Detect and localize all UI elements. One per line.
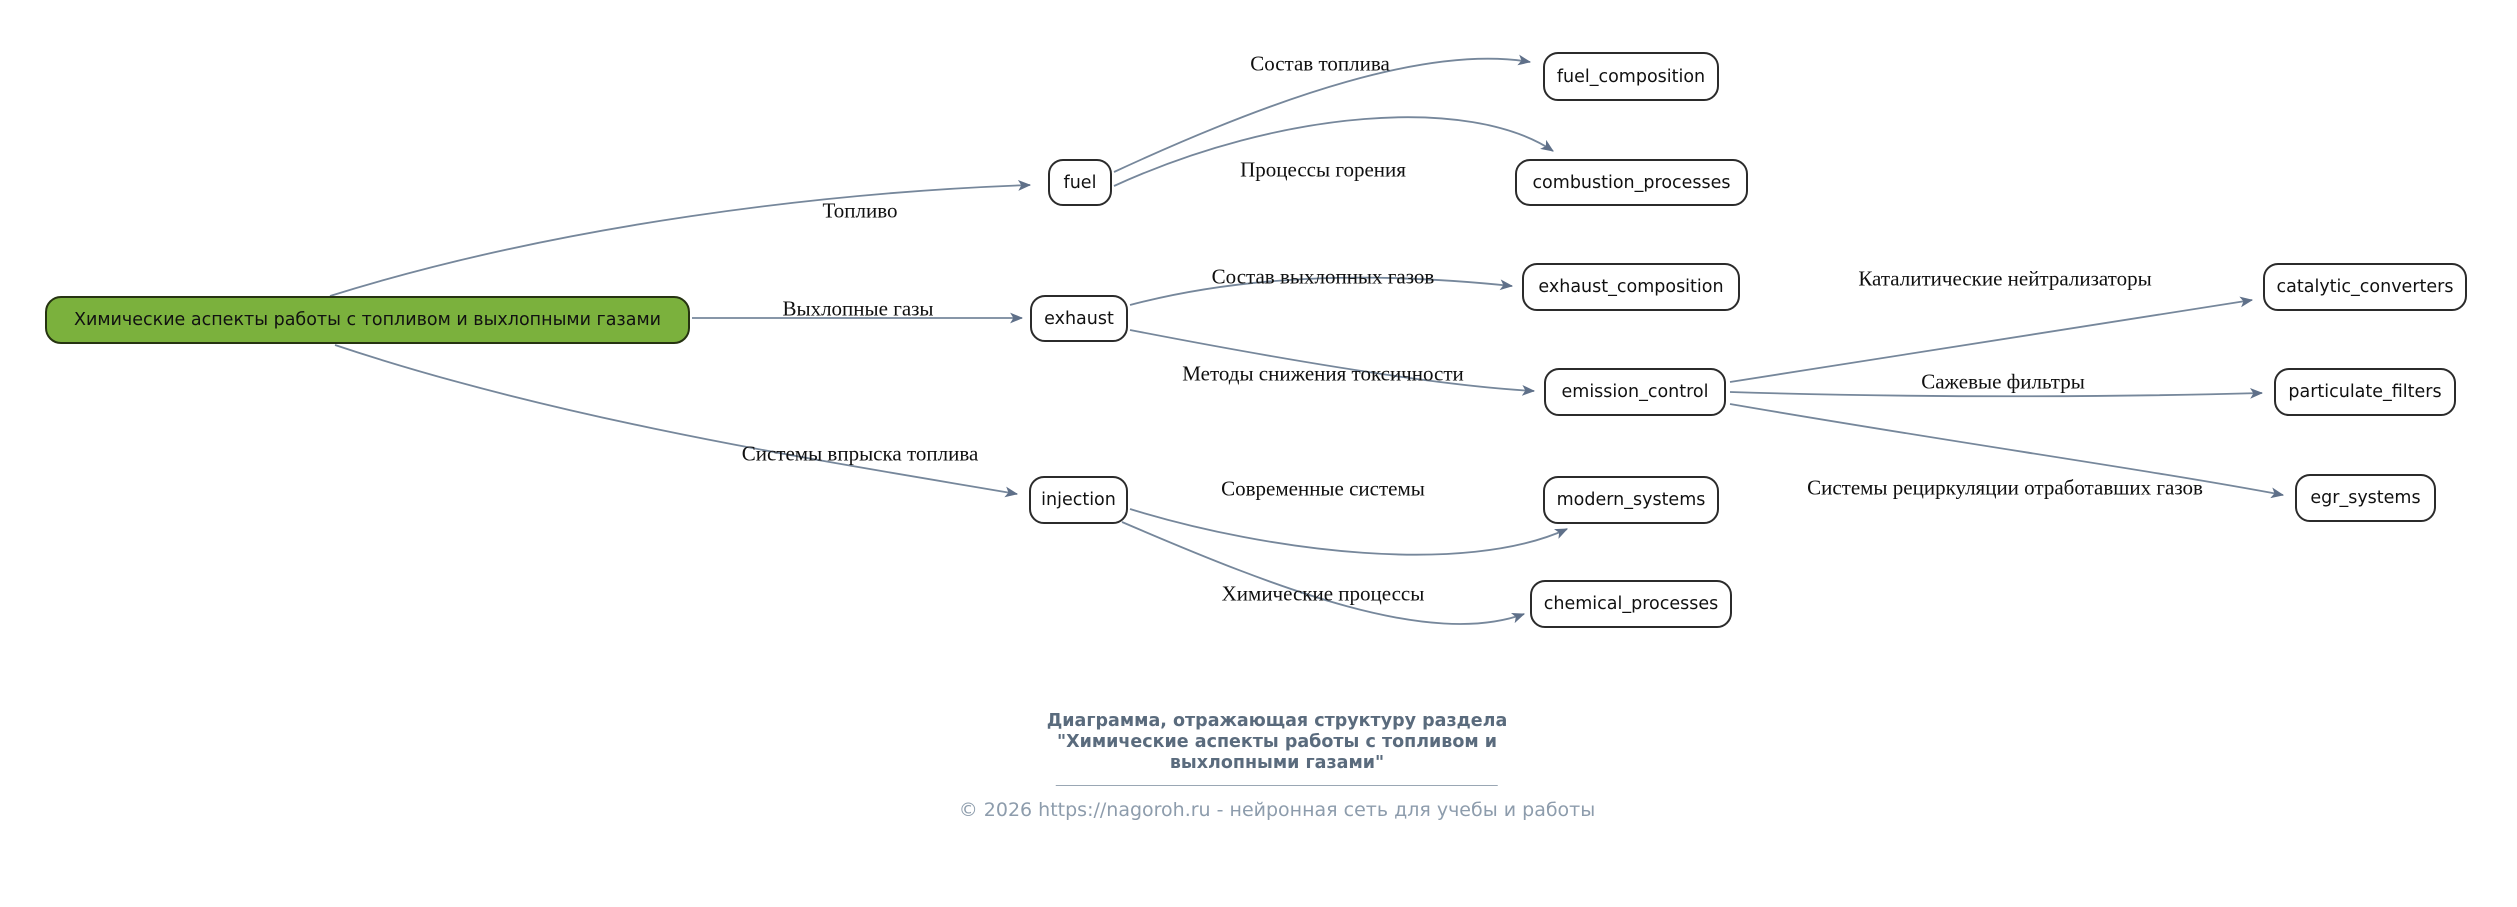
node-modern_systems: modern_systems xyxy=(1543,476,1719,524)
node-fuel: fuel xyxy=(1048,159,1112,206)
edge-label-injection-modern_systems: Современные системы xyxy=(1221,476,1425,501)
footer-caption-line-3: выхлопными газами" xyxy=(1169,753,1385,773)
node-emission_control: emission_control xyxy=(1544,368,1726,416)
node-catalytic_converters: catalytic_converters xyxy=(2263,263,2467,311)
edge-label-emission_control-egr_systems: Системы рециркуляции отработавших газов xyxy=(1807,475,2203,500)
footer-caption xyxy=(959,711,1596,774)
edge-root-fuel xyxy=(330,185,1030,296)
node-fuel_composition: fuel_composition xyxy=(1543,52,1719,101)
edge-label-root-exhaust: Выхлопные газы xyxy=(782,296,934,321)
node-combustion_processes: combustion_processes xyxy=(1515,159,1748,206)
edge-label-root-injection: Системы впрыска топлива xyxy=(741,441,979,466)
footer-copyright: © 2026 https://nagoroh.ru - нейронная сеть для учебы и работы xyxy=(958,799,1596,821)
node-injection: injection xyxy=(1029,476,1128,524)
node-chemical_processes: chemical_processes xyxy=(1530,580,1732,628)
footer-divider xyxy=(1056,785,1498,786)
edge-label-injection-chemical_processes: Химические процессы xyxy=(1221,581,1425,606)
edge-root-injection xyxy=(335,345,1017,494)
edge-label-emission_control-particulate_filters: Сажевые фильтры xyxy=(1921,369,2085,394)
edge-label-root-fuel: Топливо xyxy=(822,198,898,223)
node-root: Химические аспекты работы с топливом и выхлопными газами xyxy=(45,296,690,344)
footer-caption-line-2: "Химические аспекты работы с топливом и xyxy=(1056,732,1498,752)
edge-label-fuel-fuel_composition: Состав топлива xyxy=(1250,51,1390,76)
node-particulate_filters: particulate_filters xyxy=(2274,368,2456,416)
edge-label-fuel-combustion_processes: Процессы горения xyxy=(1240,157,1406,182)
node-exhaust: exhaust xyxy=(1030,295,1128,342)
edge-injection-chemical_processes xyxy=(1122,522,1524,624)
footer xyxy=(959,711,1596,821)
edge-label-emission_control-catalytic_converters: Каталитические нейтрализаторы xyxy=(1858,266,2152,291)
edge-injection-modern_systems xyxy=(1130,509,1567,555)
node-egr_systems: egr_systems xyxy=(2295,474,2436,522)
footer-caption-line-1: Диаграмма, отражающая структуру раздела xyxy=(1046,711,1508,731)
node-exhaust_composition: exhaust_composition xyxy=(1522,263,1740,311)
edge-label-exhaust-emission_control: Методы снижения токсичности xyxy=(1182,361,1464,386)
edge-label-exhaust-exhaust_composition: Состав выхлопных газов xyxy=(1211,264,1435,289)
